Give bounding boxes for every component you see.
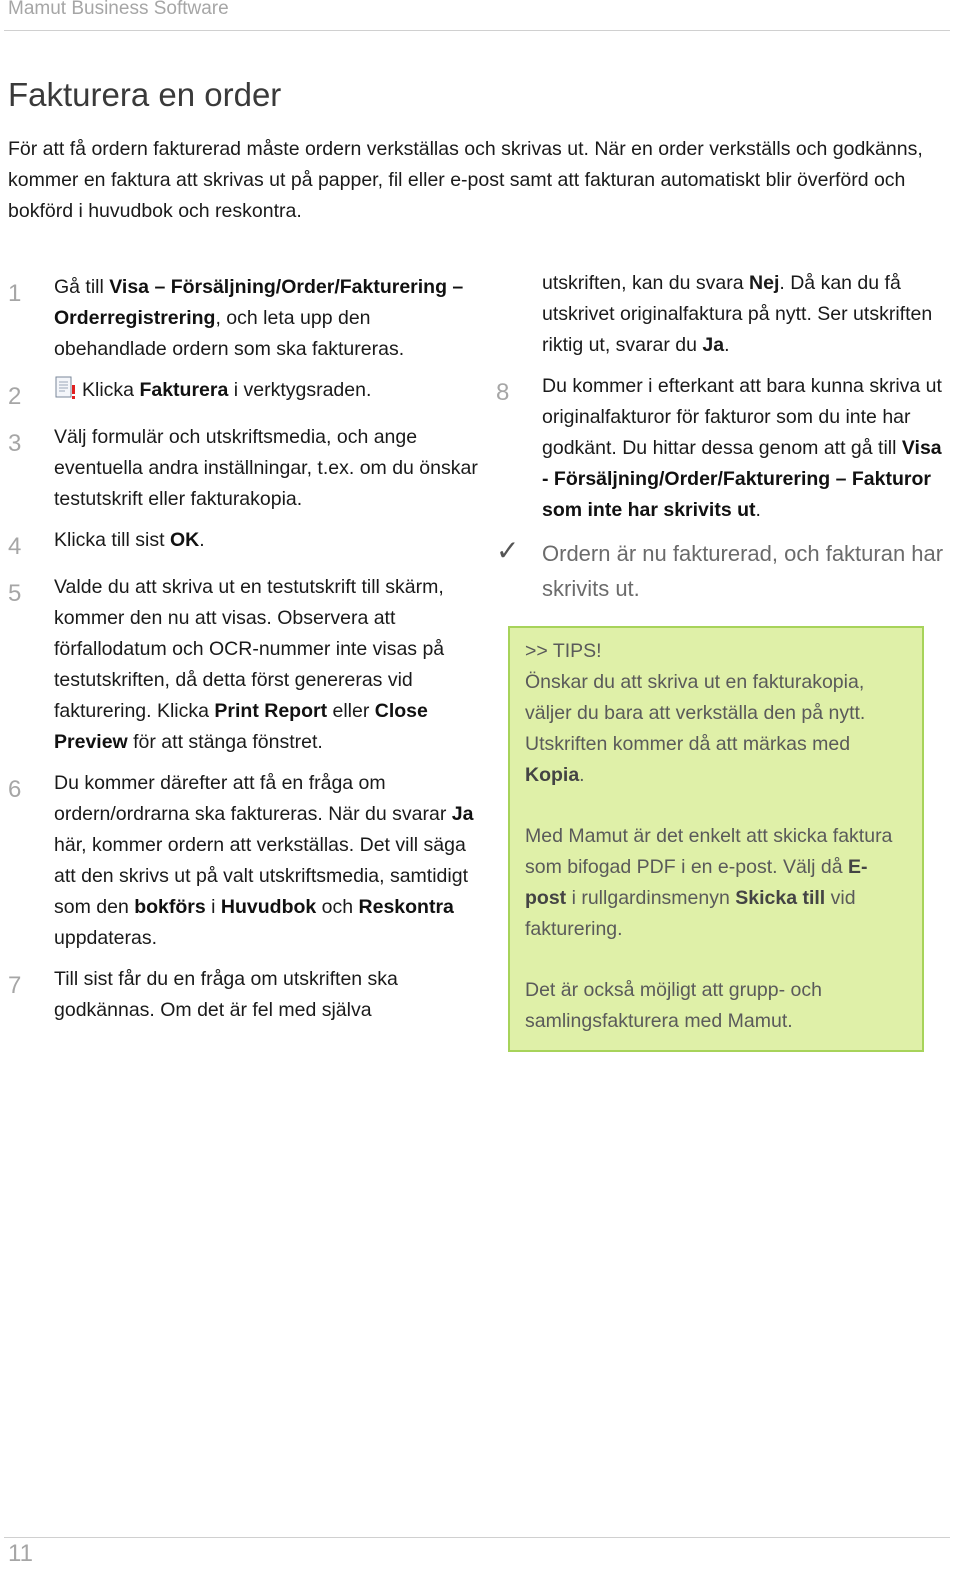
completion-note [496, 536, 951, 606]
text-run: . [199, 529, 205, 551]
page-title: Fakturera en order [8, 76, 282, 113]
text-run: Välj formulär och utskriftsmedia, och ange eventuella andra inställningar, t.ex. om du önskar testutskrift eller fakturakopia. [54, 426, 478, 510]
text-run: uppdateras. [54, 927, 157, 949]
tips-paragraph [525, 667, 908, 791]
step-3 [8, 422, 478, 515]
step-1 [8, 272, 478, 365]
text-run: Du kommer i efterkant att bara kunna skriva ut originalfakturor för fakturor som du inte har godkänt. Du hittar dessa genom att gå till [542, 375, 942, 459]
text-run: Gå till [54, 276, 110, 298]
step-6 [8, 768, 478, 954]
step-7-continued [542, 268, 951, 361]
text-run: Till sist får du en fråga om utskriften ska godkännas. Om det är fel med själva [54, 968, 398, 1021]
text-run: i [205, 896, 221, 918]
emphasis-text: OK [169, 529, 200, 551]
tips-paragraph [525, 975, 908, 1037]
text-run: Det är också möjligt att grupp- och samlingsfakturera med Mamut. [525, 979, 822, 1032]
emphasis-text: Ja [451, 803, 474, 825]
step-number: 5 [8, 580, 22, 607]
text-run: i verktygsraden. [228, 379, 372, 401]
step-number: 8 [496, 379, 510, 406]
step-text [54, 572, 478, 758]
footer-divider [4, 1537, 950, 1538]
text-run: eller [327, 700, 375, 722]
intro-paragraph: För att få ordern fakturerad måste ordern verkställas och skrivas ut. När en order verkställs och godkänns, kommer en faktura att skrivas ut på papper, fil eller e-post samt att fakturan automatiskt blir överförd och bokförd i huvudbok och reskontra. [8, 138, 923, 222]
text-run: Du kommer därefter att få en fråga om ordern/ordrarna ska faktureras. När du svarar [54, 772, 452, 825]
step-number: 2 [8, 383, 22, 410]
text-run: här, kommer ordern att verkställas. Det vill säga att den skrivs ut på valt utskriftsmedia, samtidigt som den [54, 834, 468, 918]
emphasis-text: Kopia [525, 764, 580, 786]
emphasis-text: Skicka till [735, 887, 826, 909]
steps-left-column [8, 272, 478, 1036]
emphasis-text: Visa - Försäljning/Order/Fakturering – Fakturor som inte har skrivits ut [542, 437, 942, 521]
step-text [54, 375, 478, 406]
steps-right-column [496, 268, 951, 606]
page-number: 11 [8, 1540, 33, 1567]
step-text [54, 768, 478, 954]
emphasis-text: E-post [525, 856, 868, 909]
step-8 [496, 371, 951, 526]
step-2 [8, 375, 478, 412]
text-run: Valde du att skriva ut en testutskrift till skärm, kommer den nu att visas. Observera att förfallodatum och OCR-nummer inte visas på testutskriften, då detta först genereras vid fakturering. Klicka [54, 576, 445, 722]
step-text [54, 964, 478, 1026]
step-number: 7 [8, 972, 22, 999]
text-run: Med Mamut är det enkelt att skicka faktura som bifogad PDF i en e-post. Välj då [525, 825, 893, 878]
text-run: . [579, 764, 585, 786]
tips-paragraph [525, 821, 908, 945]
emphasis-text: bokförs [134, 896, 206, 918]
text-run: och [316, 896, 359, 918]
text-run: . [755, 499, 761, 521]
text-run: Klicka [82, 379, 140, 401]
step-text [54, 525, 478, 556]
text-run: för att stänga fönstret. [127, 731, 323, 753]
header-divider [4, 30, 950, 31]
emphasis-text: Print Report [214, 700, 328, 722]
step-7 [8, 964, 478, 1026]
step-text [542, 371, 951, 526]
emphasis-text: Visa – Försäljning/Order/Fakturering – Orderregistrering [54, 276, 464, 329]
step-number: 1 [8, 280, 22, 307]
tips-heading: >> TIPS! [525, 640, 602, 662]
emphasis-text: Reskontra [358, 896, 454, 918]
step-4 [8, 525, 478, 562]
text-run: . Då kan du få utskrivet originalfaktura på nytt. Ser utskriften riktig ut, svarar du [542, 272, 933, 356]
step-number: 4 [8, 533, 22, 560]
emphasis-text: Ja [702, 334, 725, 356]
text-run: . [724, 334, 730, 356]
text-run: Klicka till sist [54, 529, 170, 551]
text-run: i rullgardinsmenyn [566, 887, 736, 909]
step-number: 6 [8, 776, 22, 803]
checkmark-icon: ✓ [496, 535, 520, 566]
step-text [54, 422, 478, 515]
running-header: Mamut Business Software [8, 0, 229, 19]
emphasis-text: Close Preview [54, 700, 428, 753]
completion-text: Ordern är nu fakturerad, och fakturan har skrivits ut. [542, 541, 944, 601]
emphasis-text: Fakturera [139, 379, 229, 401]
emphasis-text: Huvudbok [220, 896, 317, 918]
tips-box [508, 626, 924, 1052]
invoice-document-icon [54, 376, 78, 402]
step-text [54, 272, 478, 365]
text-run: , och leta upp den obehandlade ordern som ska faktureras. [54, 307, 405, 360]
text-run: vid fakturering. [525, 887, 856, 940]
step-number: 3 [8, 430, 22, 457]
text-run: utskriften, kan du svara [542, 272, 750, 294]
step-5 [8, 572, 478, 758]
emphasis-text: Nej [749, 272, 780, 294]
text-run: Önskar du att skriva ut en fakturakopia, väljer du bara att verkställa den på nytt. Utskriften kommer då att märkas med [525, 671, 866, 755]
